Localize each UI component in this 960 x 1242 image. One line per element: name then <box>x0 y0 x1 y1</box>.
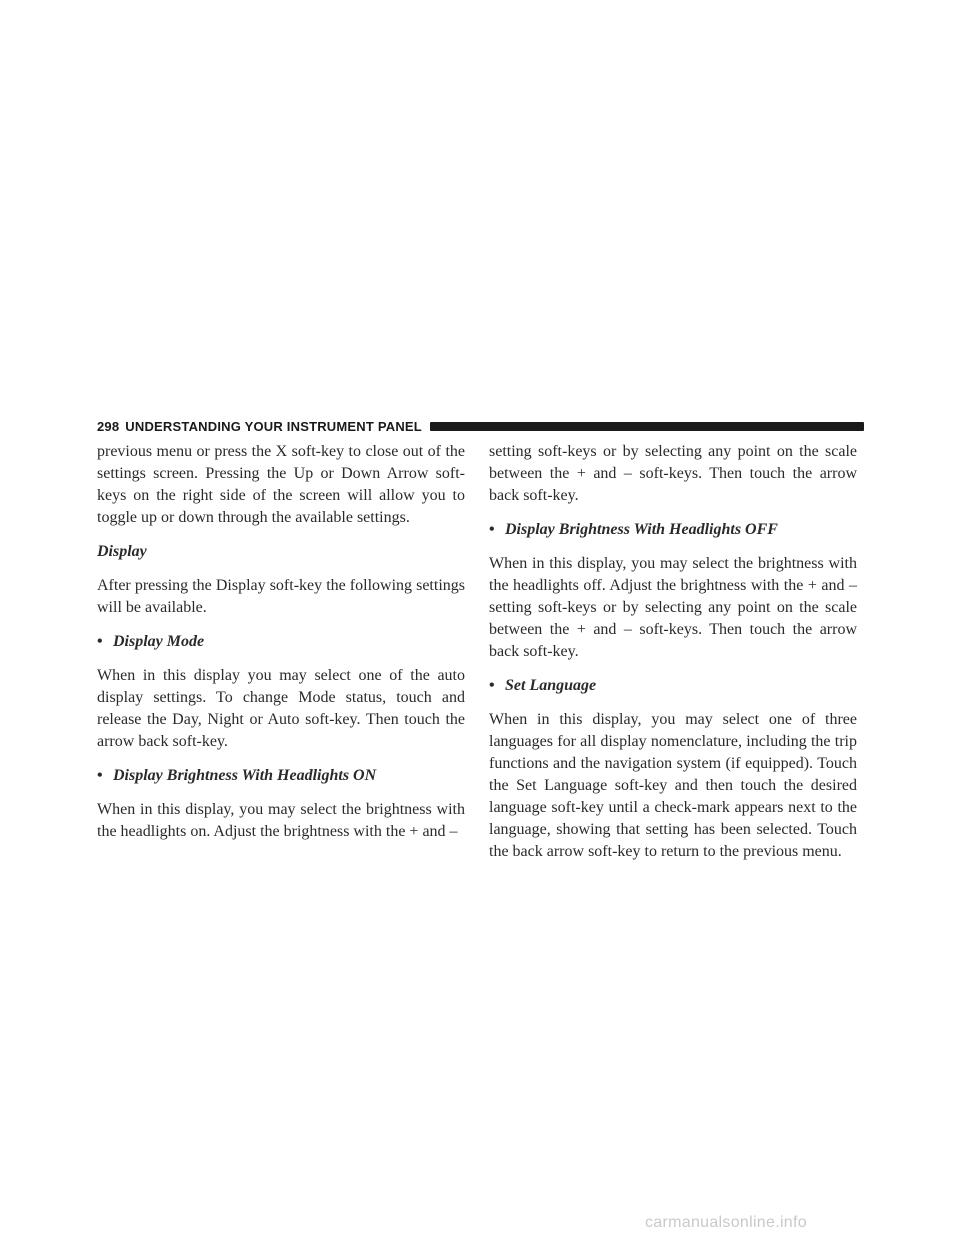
left-column <box>97 441 465 843</box>
header-rule <box>430 422 864 431</box>
brightness-on-paragraph: When in this display, you may select the brightness with the headlights on. Adjust the brightness with the + and – <box>97 801 465 840</box>
section-title: UNDERSTANDING YOUR INSTRUMENT PANEL <box>125 418 422 434</box>
page-header <box>97 418 864 434</box>
bullet-display-mode <box>97 631 465 653</box>
display-mode-paragraph: When in this display you may select one of the auto display settings. To change Mode status, touch and release the Day, Night or Auto soft-key. Then touch the arrow back soft-key. <box>97 667 465 750</box>
bullet-label: Set Language <box>505 677 597 694</box>
display-heading: Display <box>97 543 147 560</box>
bullet-icon: • <box>97 767 103 784</box>
bullet-brightness-on <box>97 765 465 787</box>
bullet-icon: • <box>97 633 103 650</box>
right-column <box>489 441 857 863</box>
watermark: carmanualsonline.info <box>645 1214 807 1231</box>
bullet-label: Display Brightness With Headlights OFF <box>505 521 778 538</box>
page-number: 298 <box>97 418 120 434</box>
bullet-label: Display Brightness With Headlights ON <box>113 767 377 784</box>
brightness-on-continued-paragraph: setting soft-keys or by selecting any point on the scale between the + and – soft-keys. Then touch the arrow back soft-key. <box>489 443 857 504</box>
bullet-icon: • <box>489 677 495 694</box>
bullet-label: Display Mode <box>113 633 205 650</box>
bullet-brightness-off <box>489 519 857 541</box>
brightness-off-paragraph: When in this display, you may select the brightness with the headlights off. Adjust the brightness with the + and – setting soft-keys or by selecting any point on the scale between the + and – soft-keys. Then touch the arrow back soft-key. <box>489 555 857 660</box>
display-intro-paragraph: After pressing the Display soft-key the following settings will be available. <box>97 577 465 616</box>
bullet-set-language <box>489 675 857 697</box>
set-language-paragraph: When in this display, you may select one of three languages for all display nomenclature, including the trip functions and the navigation system (if equipped). Touch the Set Language soft-key and then touch the desired language soft-key until a check-mark appears next to the language, showing that setting has been selected. Touch the back arrow soft-key to return to the previous menu. <box>489 711 857 860</box>
bullet-icon: • <box>489 521 495 538</box>
intro-paragraph: previous menu or press the X soft-key to close out of the settings screen. Pressing the Up or Down Arrow soft-keys on the right side of the screen will allow you to toggle up or down through the available settings. <box>97 443 465 526</box>
